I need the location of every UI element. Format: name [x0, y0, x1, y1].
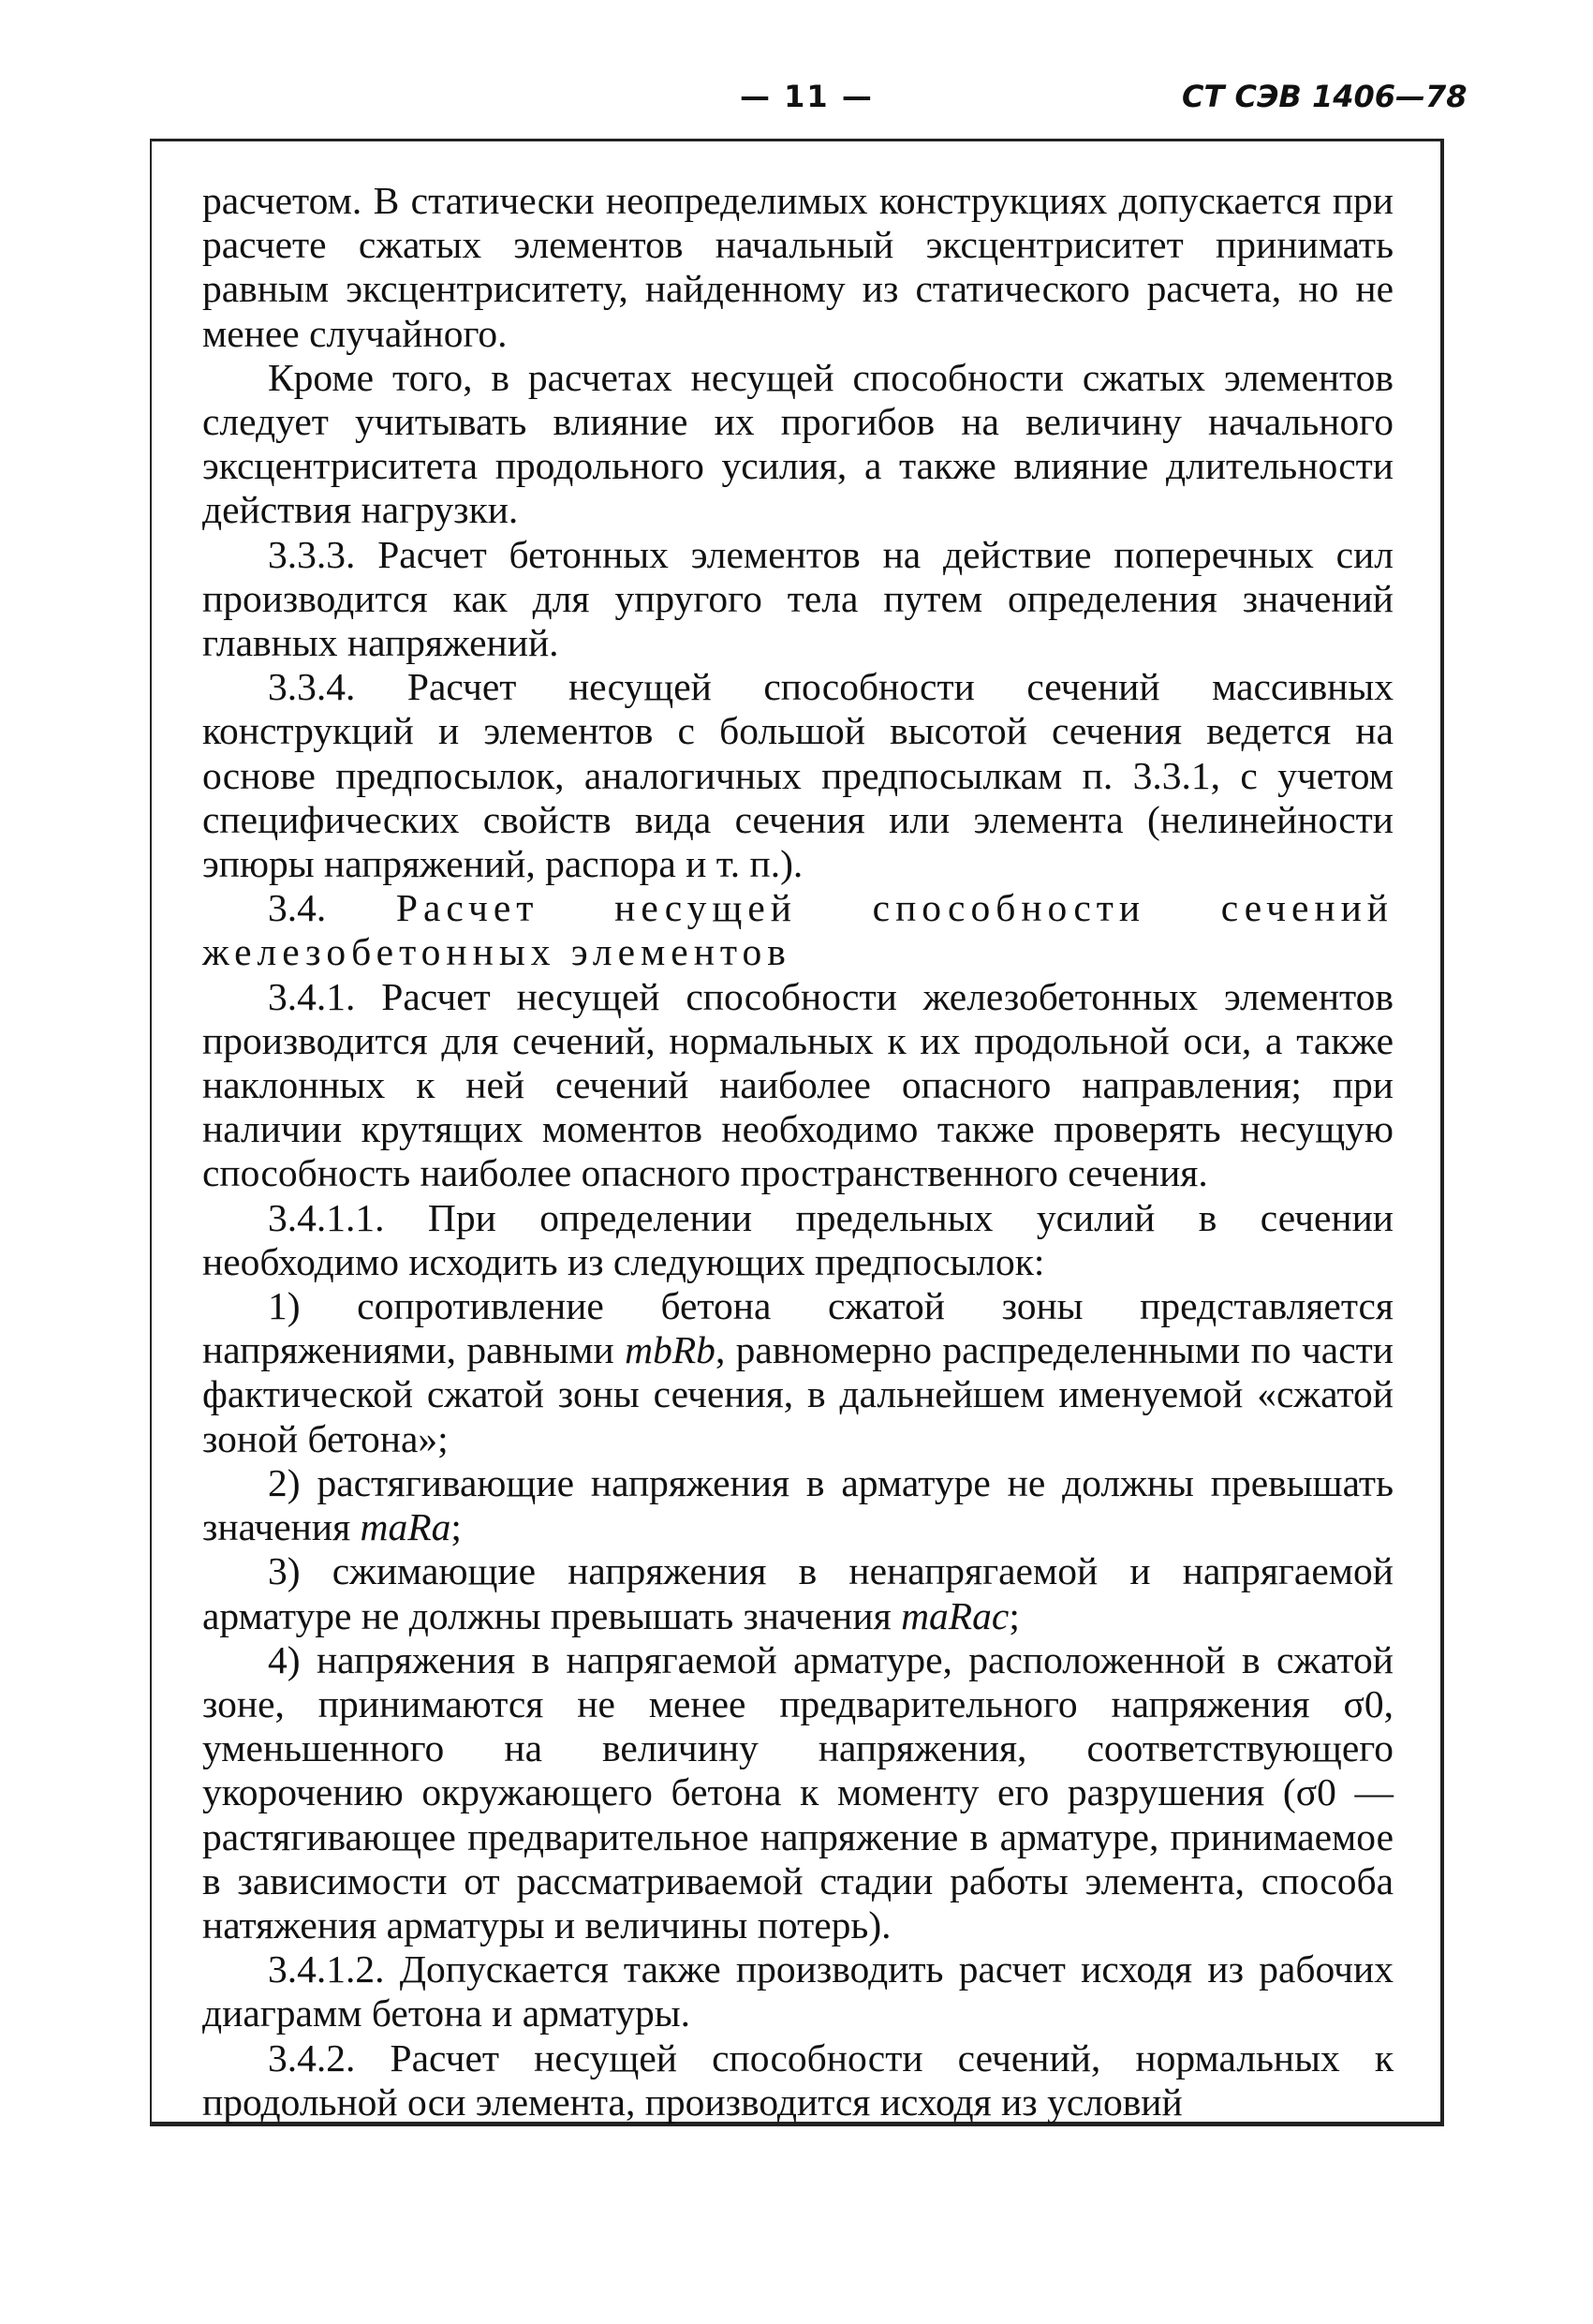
- list-item: [202, 1284, 1394, 1461]
- body-text: [202, 179, 1394, 2124]
- standard-id: СТ СЭВ 1406—78: [1182, 79, 1468, 114]
- formula: maRac: [901, 1593, 1010, 1637]
- paragraph: Кроме того, в расчетах несущей способности сжатых элементов следует учитывать влияние их прогибов на величину начального эксцентриситета продольного усилия, а также влияние длительности действия нагрузки.: [202, 355, 1394, 532]
- paragraph: 3.4.1.2. Допускается также производить расчет исходя из рабочих диаграмм бетона и арматуры.: [202, 1947, 1394, 2035]
- paragraph: расчетом. В статически неопределимых конструкциях допускается при расчете сжатых элементов начальный эксцентриситет принимать равным эксцентриситету, найденному из статического расчета, но не менее случайного.: [202, 179, 1394, 355]
- section-heading: [202, 886, 1394, 974]
- paragraph: 3.3.3. Расчет бетонных элементов на действие поперечных сил производится как для упругого тела путем определения значений главных напряжений.: [202, 532, 1394, 665]
- text-frame: [150, 139, 1444, 2126]
- list-item: [202, 1549, 1394, 1637]
- page-header: [0, 79, 1593, 135]
- paragraph: 3.4.1. Расчет несущей способности железобетонных элементов производится для сечений, нормальных к их продольной оси, а также наклонных к ней сечений наиболее опасного направления; при наличии крутящих моментов необходимо также проверять несущую способность наиболее опасного пространственного сечения.: [202, 974, 1394, 1195]
- list-item-text: ;: [1009, 1593, 1020, 1637]
- list-item: 4) напряжения в напрягаемой арматуре, расположенной в сжатой зоне, принимаются не менее предварительного напряжения σ0, уменьшенного на величину напряжения, соответствующего укорочению окружающего бетона к моменту его разрушения (σ0 — растягивающее предварительное напряжение в арматуре, принимаемое в зависимости от рассматриваемой стадии работы элемента, способа натяжения арматуры и величины потерь).: [202, 1637, 1394, 1947]
- list-item-text: ;: [450, 1505, 462, 1549]
- list-item-text: , равномерно распределенными по части фактической сжатой зоны сечения, в дальнейшем именуемой «сжатой зоной бетона»;: [202, 1328, 1394, 1460]
- list-item-text: 3) сжимающие напряжения в ненапрягаемой и напрягаемой арматуре не должны превышать значения: [202, 1549, 1394, 1637]
- paragraph: 3.4.2. Расчет несущей способности сечений, нормальных к продольной оси элемента, производится исходя из условий: [202, 2035, 1394, 2124]
- list-item-text: 2) растягивающие напряжения в арматуре не должны превышать значения: [202, 1460, 1394, 1549]
- formula: mbRb: [625, 1328, 715, 1372]
- list-item: [202, 1461, 1394, 1549]
- section-title: Расчет несущей способности сечений железобетонных элементов: [202, 886, 1394, 974]
- paragraph: 3.3.4. Расчет несущей способности сечений массивных конструкций и элементов с большой высотой сечения ведется на основе предпосылок, аналогичных предпосылкам п. 3.3.1, с учетом специфических свойств вида сечения или элемента (нелинейности эпюры напряжений, распора и т. п.).: [202, 665, 1394, 886]
- list-item-text: 1) сопротивление бетона сжатой зоны представляется напряжениями, равными: [202, 1284, 1394, 1372]
- formula: maRa: [360, 1505, 451, 1549]
- section-number: 3.4.: [268, 886, 327, 930]
- page-number: — 11 —: [740, 79, 874, 114]
- paragraph: 3.4.1.1. При определении предельных усилий в сечении необходимо исходить из следующих предпосылок:: [202, 1195, 1394, 1283]
